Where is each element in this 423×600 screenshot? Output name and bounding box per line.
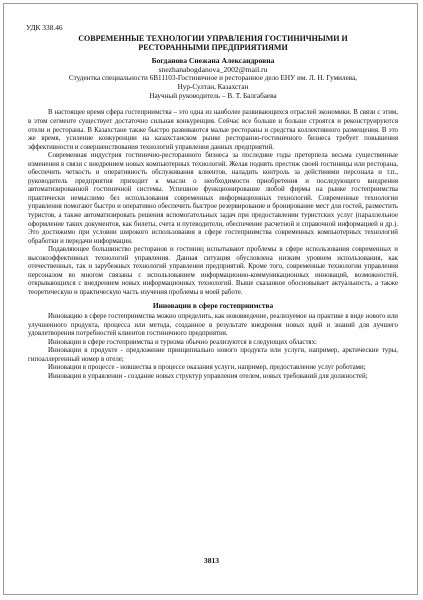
section-heading: Инновации в сфере гостеприимства: [152, 301, 274, 311]
paper-page: [3, 3, 418, 595]
paragraph-intro-3: Подавляющее большинство ресторанов и гостиниц испытывают проблемы в сфере использования современных и высокоэффективных технологий управления. Данная ситуация обусловлена низким уровнем использования, как отечественных, так и зарубежных технологий управления предприятий. Кроме того, современные технологии управления персоналом во многом связаны с использованием информационно-коммуникационных инноваций, возможностей, открывающихся с внедрением новых информационных технологий. Выше сказанное обосновывает актуальность, а также теоретическую и практическую часть изучения проблемы в моей работе.: [28, 246, 398, 296]
supervisor: Научный руководитель – В. Т. Балгабаева: [149, 92, 277, 101]
udk-code: УДК 338.46: [26, 23, 63, 32]
paragraph-innovation-4: Инновации в процессе - новшества в процессе оказания услуги, например, предоставление услуг роботами;: [48, 364, 366, 372]
author-affiliation: Студентка специальности 6В11103-Гостиничное и ресторанное дело ЕНУ им. Л. Н. Гумилева,: [68, 74, 358, 83]
paragraph-intro-1: В настоящее время сфера гостеприимства – это одна из наиболее развивающихся отраслей экономики. В связи с этим, в этом сегменте существует достаточно сильная конкуренция. Сейчас все больше и больше строятся и реконструируются отели и рестораны. В Казахстане также быстро развиваются малые рестораны и средства коллективного размещения. В это же время, усиление конкуренции на казахстанском рынке ресторанно-гостиничного бизнеса требует повышения эффективности и совершенствования технологий управления данных предприятий.: [28, 109, 398, 151]
page-content: [28, 24, 398, 381]
author-email: snezhanabogdanova_2002@mail.ru: [158, 64, 268, 74]
page-number: 3813: [203, 556, 220, 565]
paragraph-intro-2: Современная индустрия гостинично-ресторанного бизнеса за последние годы претерпела весьма существенные изменения в связи с внедрением новых компьютерных технологий. Желая поднять престиж своей гостиницы или ресторана, обеспечить четкость и оперативность обслуживания клиентов, наладить контроль за действиями персонала и т.п., руководитель предприятия приходит к мысли о необходимости приобретения и последующего внедрения автоматизированной гостиничной системы. Успешное функционирование любой фирмы на рынке гостеприимства практически немыслимо без использования современных информационных технологий. Современные технологии управления помогают быстро и оперативно обеспечить быстрое резервирование и бронирование мест для гостей, разместить туристов, а также автоматизировать решения вспомогательных задач при предоставлении туристских услуг (параллельное оформление таких документов, как билеты, счета и путеводители, обеспечение расчетной и справочной информацией и др.). Это достижимо при условии широкого использования в сфере гостеприимства современных компьютерных технологий обработки и передачи информации.: [28, 152, 398, 245]
title-line-1: СОВРЕМЕННЫЕ ТЕХНОЛОГИИ УПРАВЛЕНИЯ ГОСТИНИЧНЫМИ И: [78, 33, 348, 43]
author-city: Нур-Султан, Казахстан: [177, 83, 249, 92]
title-line-2: РЕСТОРАННЫМИ ПРЕДПРИЯТИЯМИ: [138, 42, 288, 52]
paragraph-innovation-5: Инновации в управлении - создание новых структур управления отелем, новых требований для должностей;: [48, 372, 368, 380]
paragraph-innovation-2: Инновации в сфере гостеприимства и туризма обычно реализуются в следующих областях:: [48, 338, 317, 346]
paragraph-innovation-3: Инновации в продукте - предложение принципиально нового продукта или услуги, например, арктические туры, гипоаллергенный номер в отеле;: [28, 347, 398, 363]
author-name: Богданова Снежана Александровна: [151, 56, 275, 66]
paragraph-innovation-1: Инновацию в сфере гостеприимства можно определить, как нововведение, реализуемое на практике в виде нового или улучшенного продукта, процесса или метода, созданное в результате внедрения новых идей и знаний для лучшего удовлетворения потребностей клиентов гостиничного предприятия.: [28, 313, 398, 338]
paper-title: [28, 34, 398, 53]
